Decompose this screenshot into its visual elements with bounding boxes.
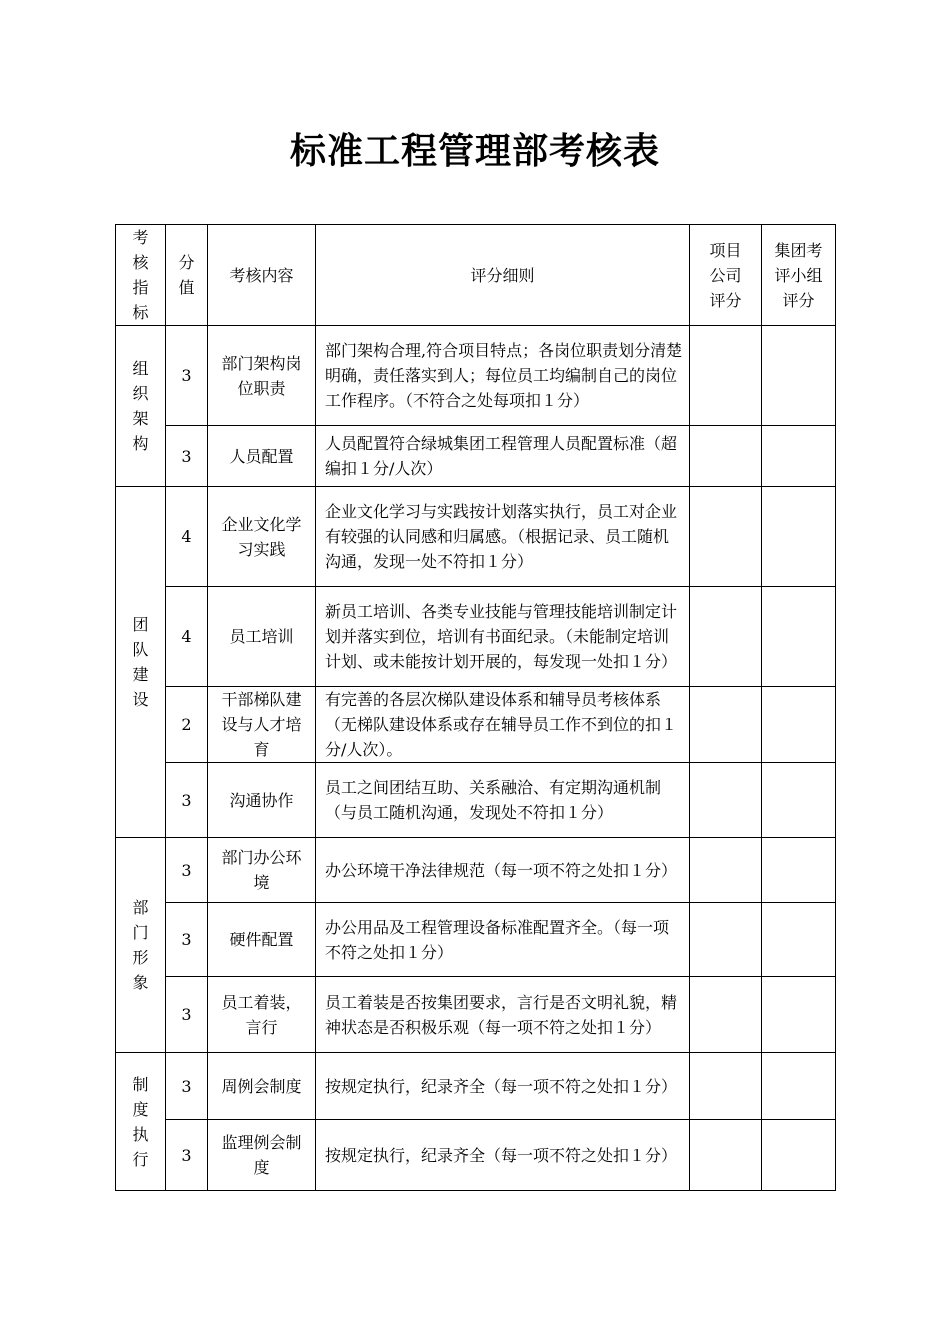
item-score: 3 bbox=[166, 903, 208, 977]
group-score-cell[interactable] bbox=[762, 1120, 836, 1191]
company-score-cell[interactable] bbox=[690, 977, 762, 1053]
item-score: 3 bbox=[166, 977, 208, 1053]
item-rule: 员工之间团结互助、关系融洽、有定期沟通机制（与员工随机沟通，发现处不符扣１分） bbox=[316, 763, 690, 838]
group-score-cell[interactable] bbox=[762, 1053, 836, 1120]
table-row bbox=[116, 426, 836, 487]
item-rule: 新员工培训、各类专业技能与管理技能培训制定计划并落实到位，培训有书面纪录。（未能制定培训计划、或未能按计划开展的，每发现一处扣１分） bbox=[316, 587, 690, 687]
item-score: 4 bbox=[166, 587, 208, 687]
table-row bbox=[116, 838, 836, 903]
item-rule: 人员配置符合绿城集团工程管理人员配置标准（超编扣１分/人次） bbox=[316, 426, 690, 487]
item-rule: 按规定执行，纪录齐全（每一项不符之处扣１分） bbox=[316, 1053, 690, 1120]
category-team-building: 团队建设 bbox=[116, 487, 166, 838]
item-rule: 有完善的各层次梯队建设体系和辅导员考核体系（无梯队建设体系或存在辅导员工作不到位的扣１分/人次）。 bbox=[316, 687, 690, 763]
company-score-cell[interactable] bbox=[690, 903, 762, 977]
item-content: 沟通协作 bbox=[208, 763, 316, 838]
company-score-cell[interactable] bbox=[690, 326, 762, 426]
item-content: 员工着装，言行 bbox=[208, 977, 316, 1053]
item-content: 监理例会制度 bbox=[208, 1120, 316, 1191]
table-row bbox=[116, 1053, 836, 1120]
item-content: 部门架构岗位职责 bbox=[208, 326, 316, 426]
table-row bbox=[116, 977, 836, 1053]
header-group-score: 集团考评小组评分 bbox=[762, 225, 836, 326]
item-score: 3 bbox=[166, 838, 208, 903]
group-score-cell[interactable] bbox=[762, 687, 836, 763]
item-rule: 企业文化学习与实践按计划落实执行，员工对企业有较强的认同感和归属感。（根据记录、员工随机沟通，发现一处不符扣１分） bbox=[316, 487, 690, 587]
item-rule: 员工着装是否按集团要求，言行是否文明礼貌，精神状态是否积极乐观（每一项不符之处扣１分） bbox=[316, 977, 690, 1053]
header-company-score: 项目公司评分 bbox=[690, 225, 762, 326]
table-row bbox=[116, 487, 836, 587]
item-content: 员工培训 bbox=[208, 587, 316, 687]
table-row bbox=[116, 687, 836, 763]
group-score-cell[interactable] bbox=[762, 426, 836, 487]
company-score-cell[interactable] bbox=[690, 1120, 762, 1191]
item-content: 周例会制度 bbox=[208, 1053, 316, 1120]
item-score: 3 bbox=[166, 763, 208, 838]
company-score-cell[interactable] bbox=[690, 587, 762, 687]
table-row bbox=[116, 763, 836, 838]
category-org-structure: 组织架构 bbox=[116, 326, 166, 487]
header-rules: 评分细则 bbox=[316, 225, 690, 326]
header-content: 考核内容 bbox=[208, 225, 316, 326]
table-row bbox=[116, 1120, 836, 1191]
table-row bbox=[116, 903, 836, 977]
item-content: 企业文化学习实践 bbox=[208, 487, 316, 587]
item-rule: 办公用品及工程管理设备标准配置齐全。（每一项不符之处扣１分） bbox=[316, 903, 690, 977]
item-score: 2 bbox=[166, 687, 208, 763]
item-rule: 按规定执行，纪录齐全（每一项不符之处扣１分） bbox=[316, 1120, 690, 1191]
group-score-cell[interactable] bbox=[762, 487, 836, 587]
group-score-cell[interactable] bbox=[762, 763, 836, 838]
item-rule: 部门架构合理,符合项目特点；各岗位职责划分清楚明确，责任落实到人；每位员工均编制自己的岗位工作程序。（不符合之处每项扣１分） bbox=[316, 326, 690, 426]
category-system-execution: 制度执行 bbox=[116, 1053, 166, 1191]
item-score: 3 bbox=[166, 1053, 208, 1120]
category-dept-image: 部门形象 bbox=[116, 838, 166, 1053]
group-score-cell[interactable] bbox=[762, 977, 836, 1053]
item-score: 3 bbox=[166, 426, 208, 487]
item-content: 部门办公环境 bbox=[208, 838, 316, 903]
company-score-cell[interactable] bbox=[690, 838, 762, 903]
table-row bbox=[116, 587, 836, 687]
company-score-cell[interactable] bbox=[690, 426, 762, 487]
item-score: 3 bbox=[166, 326, 208, 426]
header-indicator: 考核指标 bbox=[116, 225, 166, 326]
item-score: 4 bbox=[166, 487, 208, 587]
company-score-cell[interactable] bbox=[690, 1053, 762, 1120]
assessment-table bbox=[115, 224, 836, 1191]
group-score-cell[interactable] bbox=[762, 838, 836, 903]
group-score-cell[interactable] bbox=[762, 326, 836, 426]
item-content: 硬件配置 bbox=[208, 903, 316, 977]
company-score-cell[interactable] bbox=[690, 687, 762, 763]
table-header-row bbox=[116, 225, 836, 326]
company-score-cell[interactable] bbox=[690, 487, 762, 587]
item-content: 干部梯队建设与人才培育 bbox=[208, 687, 316, 763]
item-rule: 办公环境干净法律规范（每一项不符之处扣１分） bbox=[316, 838, 690, 903]
document-title: 标准工程管理部考核表 bbox=[289, 131, 660, 172]
company-score-cell[interactable] bbox=[690, 763, 762, 838]
item-content: 人员配置 bbox=[208, 426, 316, 487]
header-score: 分值 bbox=[166, 225, 208, 326]
table-row bbox=[116, 326, 836, 426]
group-score-cell[interactable] bbox=[762, 903, 836, 977]
item-score: 3 bbox=[166, 1120, 208, 1191]
group-score-cell[interactable] bbox=[762, 587, 836, 687]
